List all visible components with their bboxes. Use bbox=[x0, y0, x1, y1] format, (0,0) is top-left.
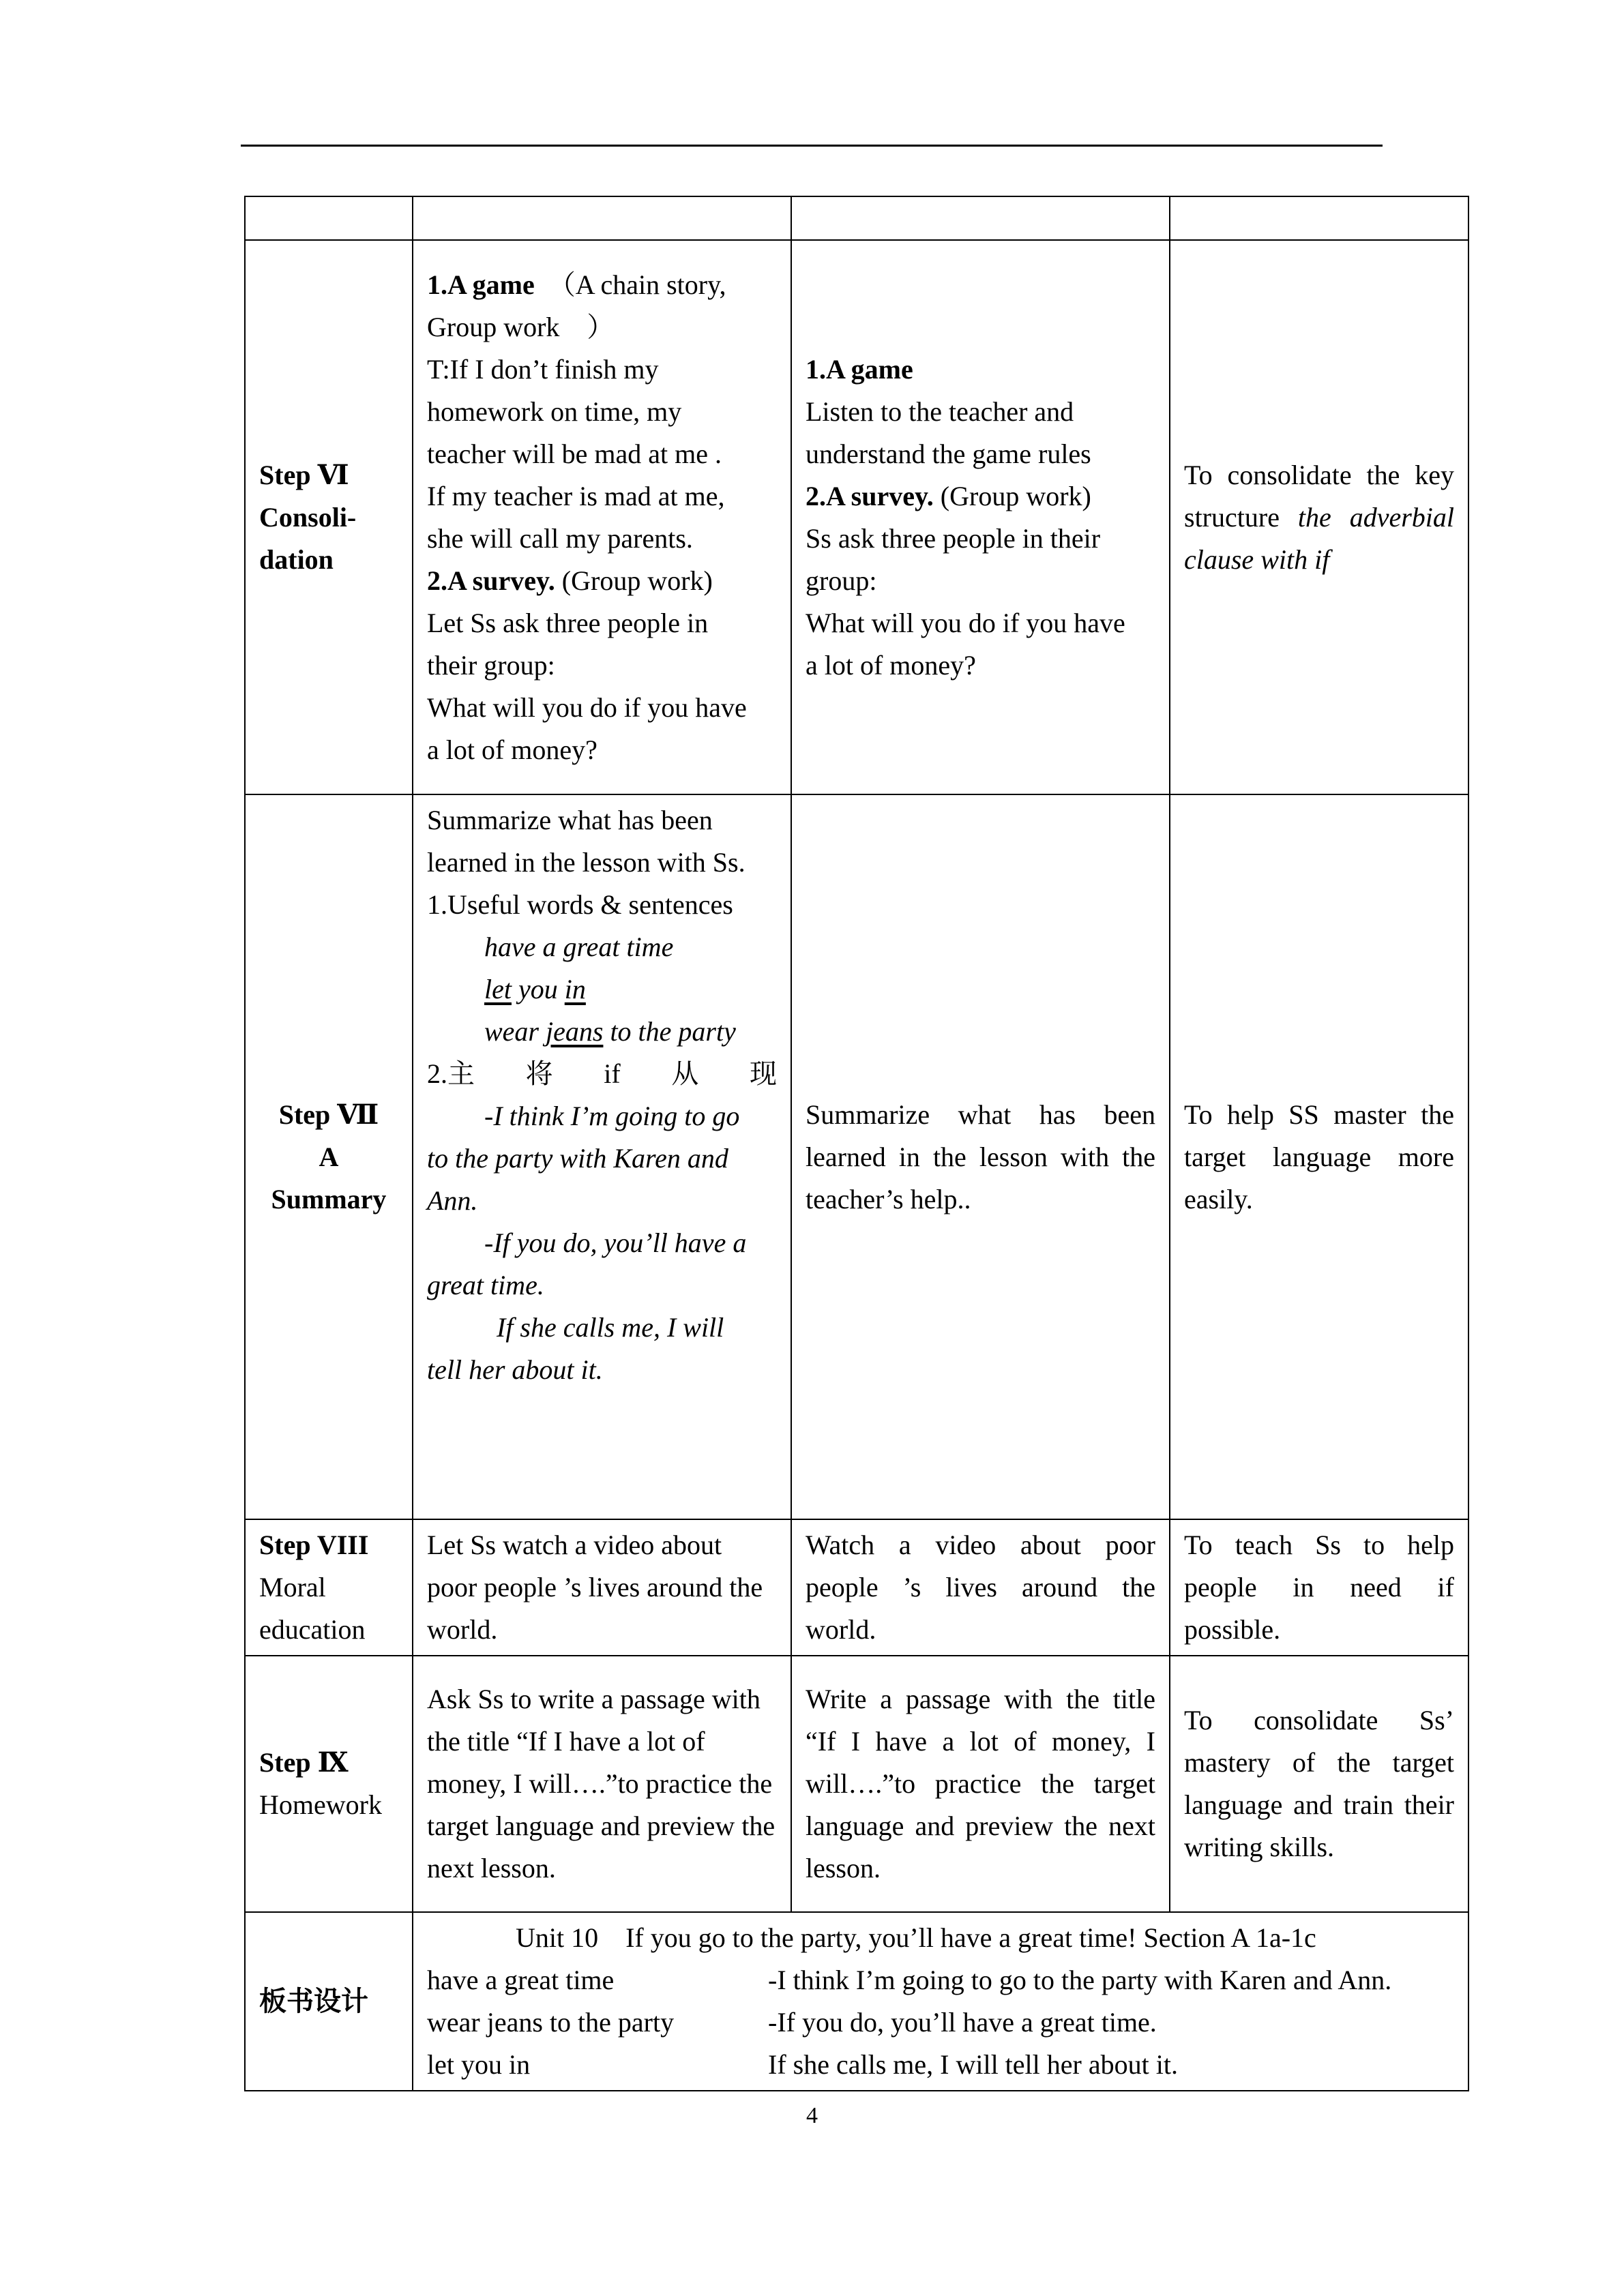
step9-purpose: To consolidate Ss’ mastery of the target language and train their writing skills. bbox=[1170, 1656, 1468, 1912]
page-number: 4 bbox=[806, 2103, 818, 2128]
board-title: Unit 10 If you go to the party, you’ll have a great time! Section A 1a-1c bbox=[516, 1922, 1316, 1953]
table-row-step8 bbox=[245, 1519, 1468, 1656]
header-rule bbox=[241, 145, 1383, 147]
step9-label: Step Ⅸ Homework bbox=[245, 1656, 413, 1912]
table-row-empty bbox=[245, 196, 1468, 240]
step6-label: Step Ⅵ Consoli- dation bbox=[245, 240, 413, 794]
table-row-board bbox=[245, 1912, 1468, 2091]
step8-teacher-activity: Let Ss watch a video about poor people ’s lives around the world. bbox=[413, 1519, 791, 1656]
table-row-step7 bbox=[245, 794, 1468, 1519]
step7-label: Step Ⅶ A Summary bbox=[245, 794, 413, 1519]
board-line: let you in If she calls me, I will tell her about it. bbox=[427, 2049, 1178, 2080]
step8-student-activity: Watch a video about poor people ’s lives around the world. bbox=[791, 1519, 1170, 1656]
step7-student-activity: Summarize what has been learned in the lesson with the teacher’s help.. bbox=[791, 794, 1170, 1519]
step6-student-activity: 1.A game Listen to the teacher and understand the game rules 2.A survey. (Group work) Ss ask three people in their group: What will you do if you have a lot of money? bbox=[791, 240, 1170, 794]
board-content bbox=[413, 1912, 1468, 2091]
step9-teacher-activity: Ask Ss to write a passage with the title “If I have a lot of money, I will….”to practice the target language and preview the next lesson. bbox=[413, 1656, 791, 1912]
step7-teacher-activity: Summarize what has been learned in the lesson with Ss. 1.Useful words & sentences have a great time let you in wear jeans to the party 2.主 将 if 从 现 -I think I’m going to go to the party with Karen and Ann. -If you do, you’ll have a great time. If she calls me, I will tell her about it. bbox=[413, 794, 791, 1519]
step8-purpose: To teach Ss to help people in need if possible. bbox=[1170, 1519, 1468, 1656]
step6-purpose: To consolidate the key structure the adverbial clause with if bbox=[1170, 240, 1468, 794]
table-row-step9 bbox=[245, 1656, 1468, 1912]
step8-label: Step VIII Moral education bbox=[245, 1519, 413, 1656]
lesson-plan-table bbox=[244, 196, 1469, 2091]
table-row-step6 bbox=[245, 240, 1468, 794]
step7-purpose: To help SS master the target language more easily. bbox=[1170, 794, 1468, 1519]
clause-heading: 2.主 将 if 从 现 bbox=[427, 1058, 777, 1089]
step6-teacher-activity: 1.A game （A chain story, Group work ） T:If I don’t finish my homework on time, my teacher will be mad at me . If my teacher is mad at me, she will call my parents. 2.A survey. (Group work) Let Ss ask three people in their group: What will you do if you have a lot of money? bbox=[413, 240, 791, 794]
board-label: 板书设计 bbox=[245, 1912, 413, 2091]
board-line: wear jeans to the party -If you do, you’ll have a great time. bbox=[427, 2007, 1157, 2038]
step9-student-activity: Write a passage with the title “If I have a lot of money, I will….”to practice the target language and preview the next lesson. bbox=[791, 1656, 1170, 1912]
board-line: have a great time -I think I’m going to go to the party with Karen and Ann. bbox=[427, 1965, 1392, 1995]
